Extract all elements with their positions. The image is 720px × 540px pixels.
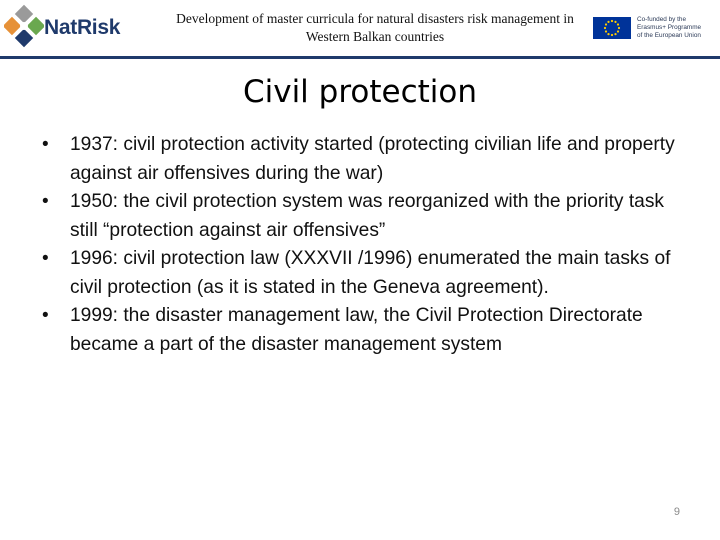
bullet-dot: • <box>42 191 49 212</box>
slide-title: Civil protection <box>242 74 478 110</box>
eu-text-line-1: Co-funded by the <box>637 16 687 23</box>
natrisk-logo <box>4 4 121 50</box>
bullet-text: 1999: the disaster management law, the Civil Protection Directorate became a part of the disaster management system <box>70 305 643 355</box>
bullet-dot: • <box>42 305 49 326</box>
header-title-line-1: Development of master curricula for natural disasters risk management in <box>176 11 574 26</box>
bullet-dot: • <box>42 248 49 269</box>
logo-text: NatRisk <box>44 16 121 39</box>
bullet-text: 1937: civil protection activity started (protecting civilian life and property against air offensives during the war) <box>70 134 675 184</box>
natrisk-diamond-icon <box>4 4 44 50</box>
eu-cofunded-badge <box>593 15 711 41</box>
bullet-dot: • <box>42 134 49 155</box>
header-title <box>150 10 600 46</box>
bullet-text: 1996: civil protection law (XXXVII /1996) enumerated the main tasks of civil protection (as it is stated in the Geneva agreement). <box>70 248 671 298</box>
eu-text-line-3: of the European Union <box>637 32 701 39</box>
bullet-item <box>42 188 682 245</box>
bullet-item <box>42 131 682 188</box>
slide-header <box>0 0 720 58</box>
eu-text-line-2: Erasmus+ Programme <box>637 24 702 31</box>
eu-flag-icon <box>593 17 631 39</box>
header-divider <box>0 56 720 59</box>
header-title-line-2: Western Balkan countries <box>305 29 445 44</box>
bullet-text: 1950: the civil protection system was reorganized with the priority task still “protection against air offensives” <box>70 191 665 241</box>
bullet-item <box>42 302 682 359</box>
bullet-item <box>42 245 682 302</box>
bullet-list <box>42 131 682 359</box>
page-number: 9 <box>673 506 680 518</box>
eu-cofunded-text <box>637 16 713 40</box>
